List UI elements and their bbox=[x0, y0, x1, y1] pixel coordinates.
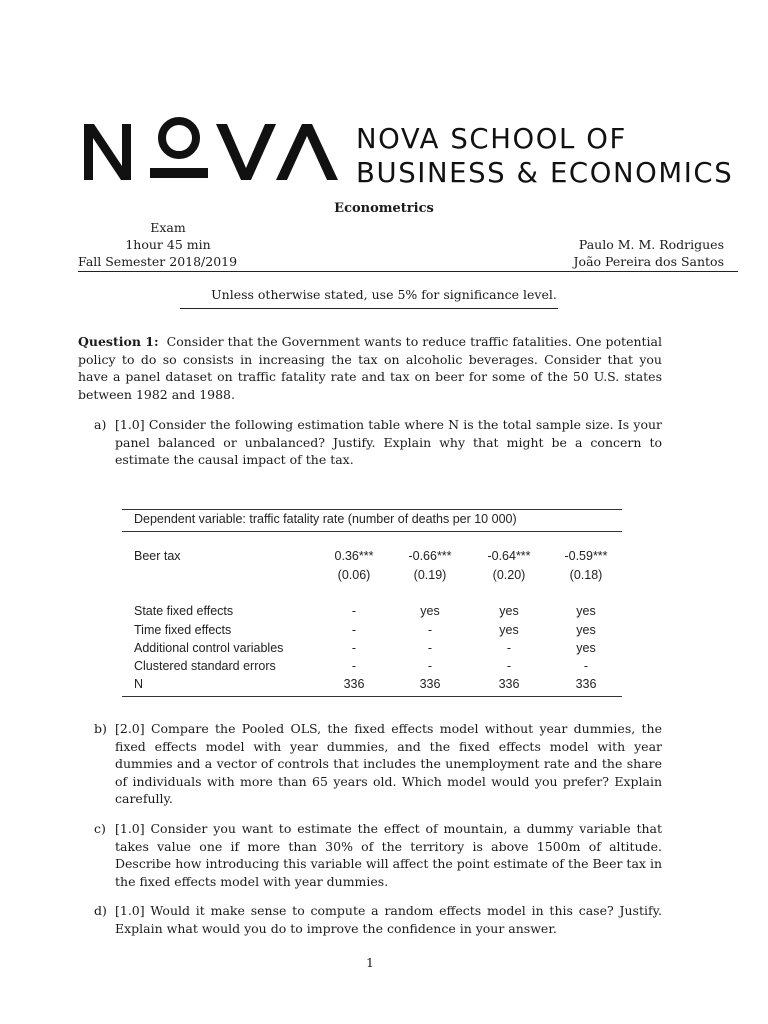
table-cell: -0.59*** bbox=[564, 549, 608, 563]
authors bbox=[520, 236, 724, 270]
table-cell: - bbox=[351, 604, 357, 618]
table-cell: yes bbox=[576, 641, 596, 655]
table-cell: yes bbox=[420, 604, 440, 618]
exam-duration: 1hour 45 min bbox=[125, 237, 211, 252]
exam-semester: Fall Semester 2018/2019 bbox=[78, 254, 238, 269]
item-a bbox=[94, 416, 662, 469]
significance-note: Unless otherwise stated, use 5% for significance level. bbox=[211, 287, 557, 302]
table-cell: 336 bbox=[498, 677, 520, 691]
table-cell: -0.64*** bbox=[487, 549, 531, 563]
item-c bbox=[94, 820, 662, 890]
table-row bbox=[122, 623, 622, 641]
school-name-line2: BUSINESS & ECONOMICS bbox=[356, 157, 734, 189]
table-cell: - bbox=[583, 659, 589, 673]
note-rule bbox=[180, 308, 558, 309]
school-name bbox=[356, 122, 733, 190]
table-cell: - bbox=[351, 623, 357, 637]
table-cell: yes bbox=[499, 604, 519, 618]
table-cell: 0.36*** bbox=[334, 549, 374, 563]
table-row-label: State fixed effects bbox=[134, 604, 234, 618]
item-d-text: [1.0] Would it make sense to compute a random effects model in this case? Justify. Explain what would you do to improve the confidence in your answer. bbox=[115, 903, 662, 936]
table-cell: yes bbox=[576, 604, 596, 618]
page-number: 1 bbox=[366, 955, 374, 970]
table-row-label: Clustered standard errors bbox=[134, 659, 276, 673]
item-b bbox=[94, 720, 662, 808]
table-bottom-rule bbox=[122, 696, 622, 697]
question-1-label: Question 1: bbox=[78, 334, 159, 349]
table-title-row bbox=[122, 512, 622, 530]
item-d bbox=[94, 902, 662, 937]
table-row bbox=[122, 677, 622, 695]
table-cell: - bbox=[351, 641, 357, 655]
question-1-text: Consider that the Government wants to reduce traffic fatalities. One potential policy to do so consists in increasing the tax on alcoholic beverages. Consider that you have a panel dataset on traffic fatality rate and tax on beer for some of the 50 U.S. states between 1982 and 1988. bbox=[78, 334, 662, 402]
table-row bbox=[122, 641, 622, 659]
table-cell: yes bbox=[499, 623, 519, 637]
item-c-label: c) bbox=[94, 821, 106, 836]
table-row bbox=[122, 659, 622, 677]
question-1 bbox=[78, 333, 662, 403]
table-row-label: Additional control variables bbox=[134, 641, 284, 655]
table-row-beer-tax bbox=[122, 549, 622, 567]
school-name-line1: NOVA SCHOOL OF bbox=[356, 123, 627, 155]
table-cell: -0.66*** bbox=[408, 549, 452, 563]
item-b-label: b) bbox=[94, 721, 107, 736]
header-rule bbox=[78, 271, 738, 272]
item-a-label: a) bbox=[94, 417, 107, 432]
table-row-label: Beer tax bbox=[134, 549, 181, 563]
table-cell: - bbox=[427, 659, 433, 673]
table-cell: (0.19) bbox=[413, 568, 447, 582]
author-1: Paulo M. M. Rodrigues bbox=[578, 237, 724, 252]
table-top-rule bbox=[122, 509, 622, 510]
table-row-se bbox=[122, 568, 622, 586]
table-cell: - bbox=[506, 641, 512, 655]
table-cell: 336 bbox=[419, 677, 441, 691]
course-title: Econometrics bbox=[334, 201, 434, 216]
school-logo bbox=[84, 104, 734, 190]
table-cell: (0.18) bbox=[569, 568, 603, 582]
table-cell: - bbox=[427, 641, 433, 655]
table-cell: (0.20) bbox=[492, 568, 526, 582]
item-d-label: d) bbox=[94, 903, 107, 918]
table-cell: 336 bbox=[343, 677, 365, 691]
estimation-table bbox=[122, 503, 622, 703]
author-2: João Pereira dos Santos bbox=[573, 254, 724, 269]
table-cell: yes bbox=[576, 623, 596, 637]
exam-info bbox=[78, 219, 258, 270]
table-row bbox=[122, 604, 622, 622]
table-cell: 336 bbox=[575, 677, 597, 691]
table-cell: - bbox=[427, 623, 433, 637]
table-title-rule bbox=[122, 531, 622, 532]
table-cell: (0.06) bbox=[337, 568, 371, 582]
item-c-text: [1.0] Consider you want to estimate the effect of mountain, a dummy variable that takes value one if more than 30% of the territory is above 1500m of altitude. Describe how introducing this variable will affect the point estimate of the Beer tax in the fixed effects model with year dummies. bbox=[115, 821, 662, 889]
table-row-label: Time fixed effects bbox=[134, 623, 232, 637]
table-row-label: N bbox=[134, 677, 144, 691]
exam-label: Exam bbox=[150, 220, 186, 235]
table-cell: - bbox=[351, 659, 357, 673]
nova-wordmark-icon bbox=[84, 104, 354, 190]
item-a-text: [1.0] Consider the following estimation table where N is the total sample size. Is your panel balanced or unbalanced? Justify. Explain why that might be a concern to estimate the causal impact of the tax. bbox=[115, 417, 662, 468]
item-b-text: [2.0] Compare the Pooled OLS, the fixed effects model without year dummies, the fixed effects model with year dummies, and the fixed effects model with year dummies and a vector of controls that includes the unemployment rate and the share of individuals with more than 65 years old. Which model would you prefer? Explain carefully. bbox=[115, 721, 662, 807]
table-cell: - bbox=[506, 659, 512, 673]
table-title: Dependent variable: traffic fatality rate (number of deaths per 10 000) bbox=[134, 512, 517, 526]
